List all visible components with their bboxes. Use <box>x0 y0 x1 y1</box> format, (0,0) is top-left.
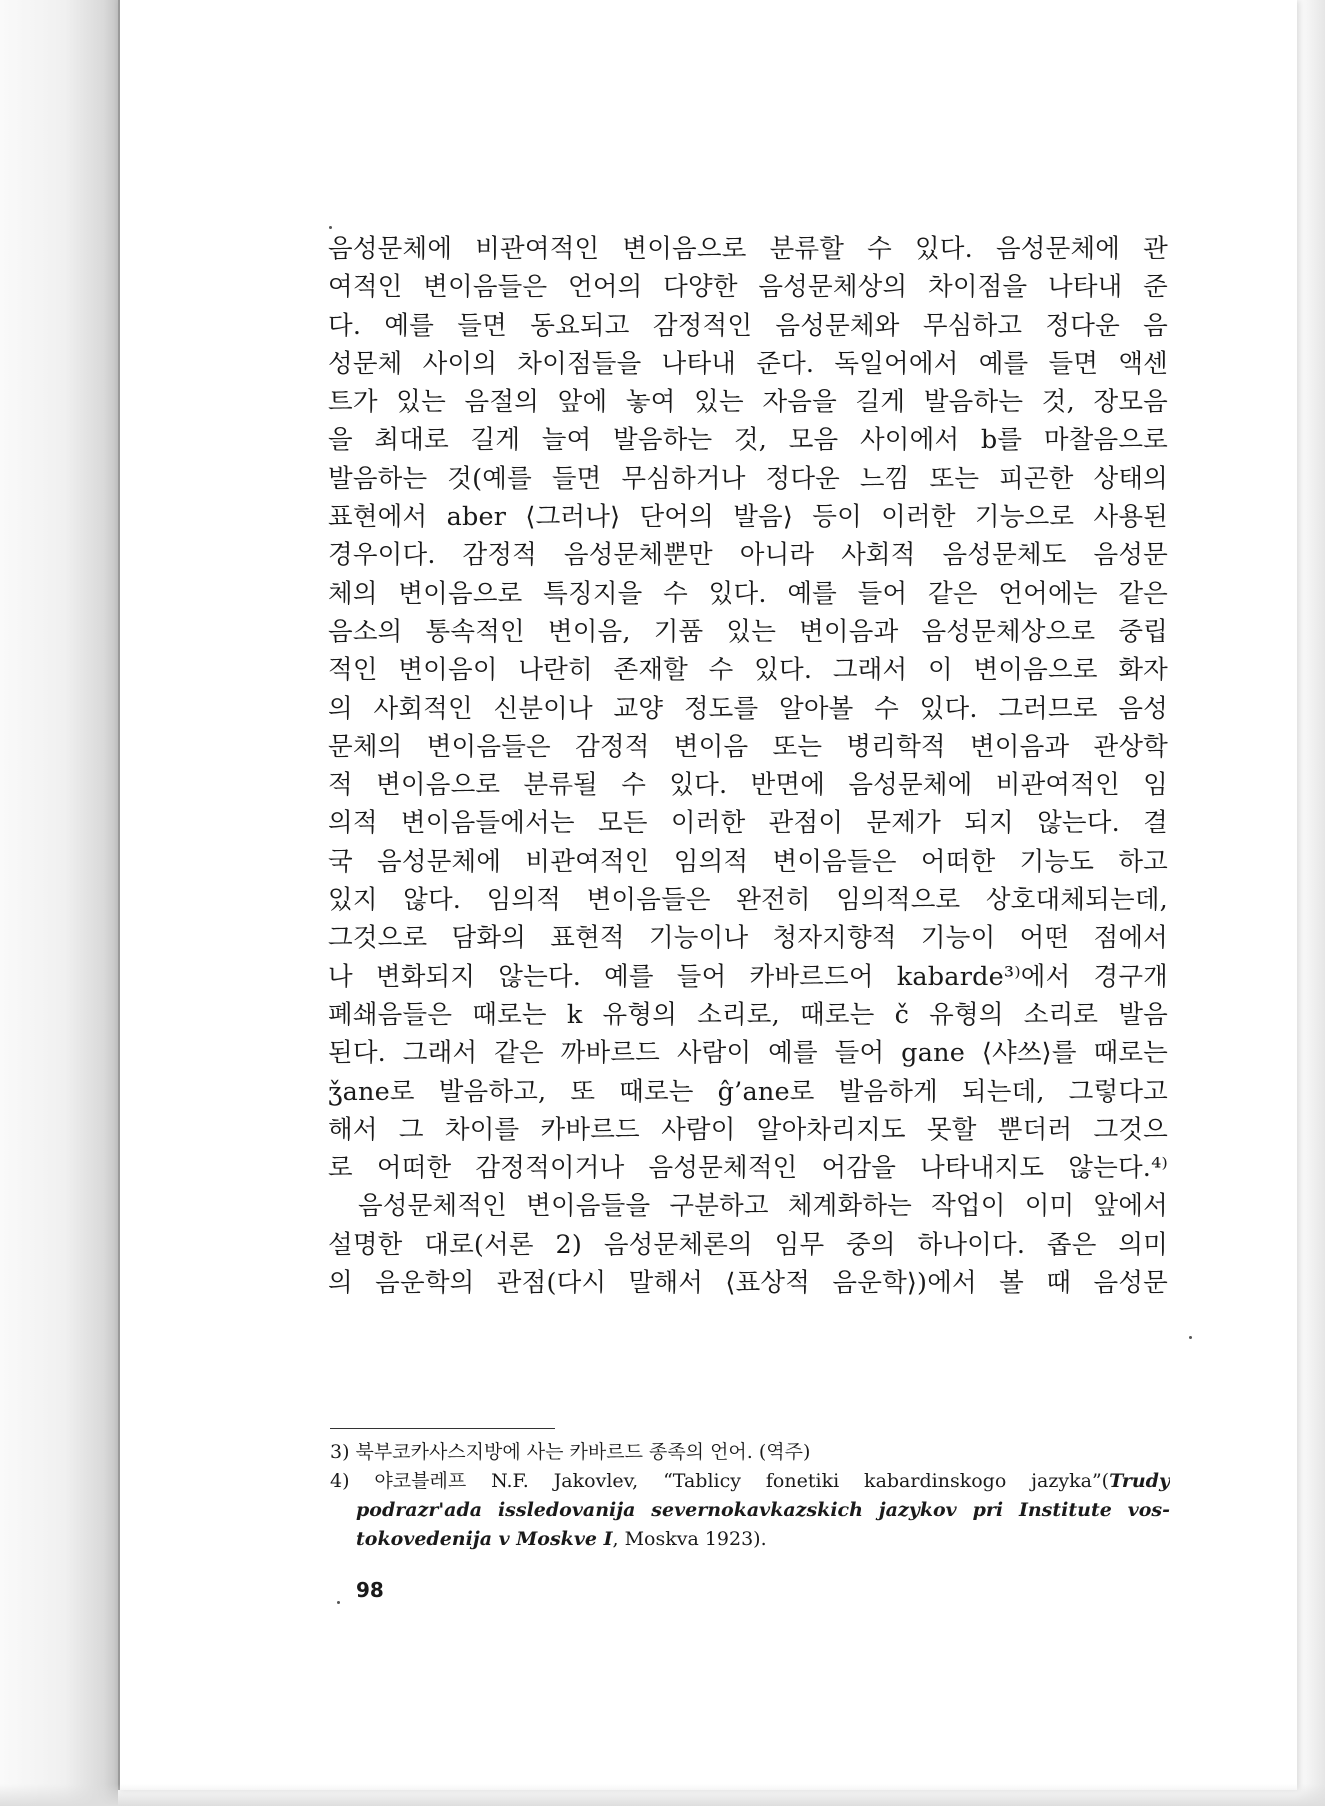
text-line: 설명한 대로(서론 2) 음성문체론의 임무 중의 하나이다. 좁은 의미 <box>328 1229 1168 1260</box>
footnote-3: 3) 북부코카사스지방에 사는 카바르드 종족의 언어. (역주) <box>330 1441 811 1463</box>
text-line: 의적 변이음들에서는 모든 이러한 관점이 문제가 되지 않는다. 결 <box>328 808 1168 839</box>
footnote-4 <box>330 1467 1170 1496</box>
text-line: 문체의 변이음들은 감정적 변이음 또는 병리학적 변이음과 관상학 <box>328 731 1168 762</box>
text-line: 성문체 사이의 차이점들을 나타내 준다. 독일어에서 예를 들면 액센 <box>328 348 1168 379</box>
scan-speck <box>1189 1336 1192 1339</box>
footnote-4-tail: , Moskva 1923). <box>612 1528 767 1550</box>
page-number: 98 <box>356 1578 384 1602</box>
footnote-4-journal: Trudy <box>1109 1470 1170 1492</box>
footnote-4-series: podrazr'ada issledovanija severnokavkazskich jazykov pri Institute vos- <box>356 1499 1170 1521</box>
scan-speck <box>337 1601 340 1604</box>
text-line: 나 변화되지 않는다. 예를 들어 카바르드어 kabarde³⁾에서 경구개 <box>328 961 1168 992</box>
body-text <box>328 230 1168 1302</box>
text-line: 경우이다. 감정적 음성문체뿐만 아니라 사회적 음성문체도 음성문 <box>328 540 1168 571</box>
text-line: 의 사회적인 신분이나 교양 정도를 알아볼 수 있다. 그러므로 음성 <box>328 693 1168 724</box>
text-line: 해서 그 차이를 카바르드 사람이 알아차리지도 못할 뿐더러 그것으 <box>328 1114 1168 1145</box>
text-line: 다. 예를 들면 동요되고 감정적인 음성문체와 무심하고 정다운 음 <box>328 310 1168 341</box>
footnote-rule <box>330 1428 555 1429</box>
text-line: 그것으로 담화의 표현적 기능이나 청자지향적 기능이 어떤 점에서 <box>328 923 1168 954</box>
text-line: 표현에서 aber ⟨그러나⟩ 단어의 발음⟩ 등이 이러한 기능으로 사용된 <box>328 502 1168 533</box>
text-line: 폐쇄음들은 때로는 k 유형의 소리로, 때로는 č 유형의 소리로 발음 <box>328 999 1168 1030</box>
footnote-4-cont <box>330 1496 1170 1525</box>
text-line: 음성문체에 비관여적인 변이음으로 분류할 수 있다. 음성문체에 관 <box>328 234 1168 264</box>
page-edge-shadow <box>0 0 118 1806</box>
text-line: 을 최대로 길게 늘여 발음하는 것, 모음 사이에서 b를 마찰음으로 <box>328 425 1168 456</box>
page-edge-right <box>1295 0 1325 1806</box>
text-line: 체의 변이음으로 특징지을 수 있다. 예를 들어 같은 언어에는 같은 <box>328 578 1168 609</box>
footnotes <box>330 1428 1170 1554</box>
text-line: ǯane로 발음하고, 또 때로는 ĝ’ane로 발음하게 되는데, 그렇다고 <box>328 1076 1168 1107</box>
text-line: 발음하는 것(예를 들면 무심하거나 정다운 느낌 또는 피곤한 상태의 <box>328 463 1168 494</box>
page-bottom-shadow <box>0 1784 1325 1806</box>
footnote-4-end <box>330 1525 1170 1554</box>
text-line: 의 음운학의 관점(다시 말해서 ⟨표상적 음운학⟩)에서 볼 때 음성문 <box>328 1268 1168 1299</box>
scan-speck <box>329 226 332 229</box>
footnote-4-series-end: tokovedenija v Moskve I <box>356 1528 613 1550</box>
text-line: 여적인 변이음들은 언어의 다양한 음성문체상의 차이점을 나타내 준 <box>328 272 1168 303</box>
text-line: 트가 있는 음절의 앞에 놓여 있는 자음을 길게 발음하는 것, 장모음 <box>328 387 1168 418</box>
text-line: 음성문체적인 변이음들을 구분하고 체계화하는 작업이 이미 앞에서 <box>358 1191 1168 1222</box>
text-line: 된다. 그래서 같은 까바르드 사람이 예를 들어 gane ⟨샤쓰⟩를 때로는 <box>328 1038 1168 1069</box>
text-line: 적 변이음으로 분류될 수 있다. 반면에 음성문체에 비관여적인 임 <box>328 770 1168 801</box>
text-line: 음소의 통속적인 변이음, 기품 있는 변이음과 음성문체상으로 중립 <box>328 616 1168 647</box>
footnote-4-head: 4) 야코블레프 N.F. Jakovlev, “Tablicy fonetiki kabardinskogo jazyka”( <box>330 1470 1110 1492</box>
text-line: 적인 변이음이 나란히 존재할 수 있다. 그래서 이 변이음으로 화자 <box>328 655 1168 686</box>
text-line: 국 음성문체에 비관여적인 임의적 변이음들은 어떠한 기능도 하고 <box>328 846 1168 877</box>
text-line: 있지 않다. 임의적 변이음들은 완전히 임의적으로 상호대체되는데, <box>328 885 1168 916</box>
text-line: 로 어떠한 감정적이거나 음성문체적인 어감을 나타내지도 않는다.⁴⁾ <box>328 1153 1168 1184</box>
